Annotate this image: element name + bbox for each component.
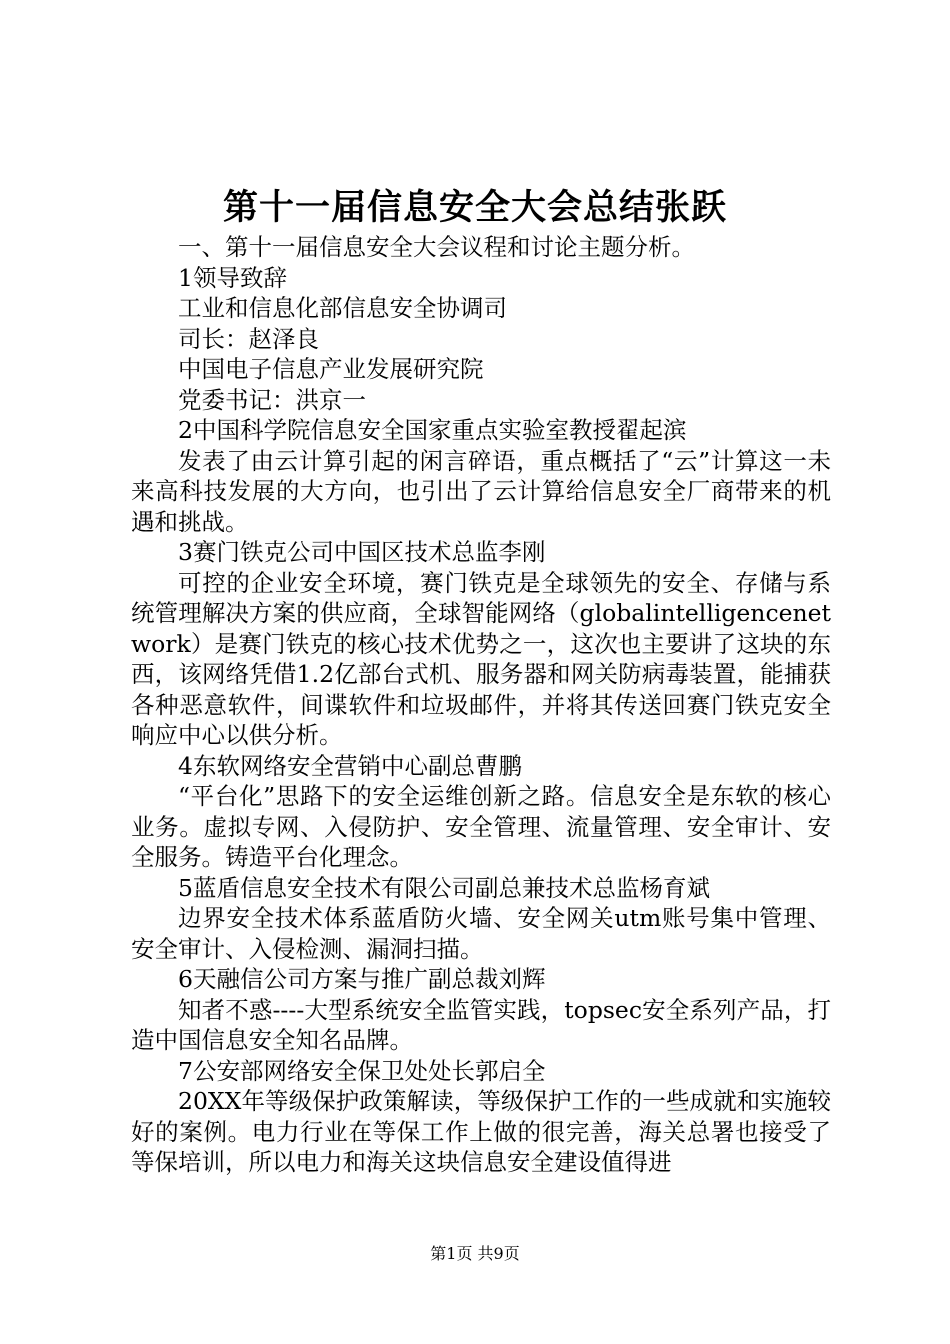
item-summary: 边界安全技术体系蓝盾防火墙、安全网关utm账号集中管理、安全审计、入侵检测、漏洞扫描。 [131, 904, 831, 963]
item-heading: 2中国科学院信息安全国家重点实验室教授翟起滨 [178, 416, 687, 444]
item-summary: 知者不惑----大型系统安全监管实践，topsec安全系列产品，打造中国信息安全知名品牌。 [131, 995, 831, 1054]
document-title: 第十一届信息安全大会总结张跃 [222, 188, 727, 228]
item-heading: 4东软网络安全营销中心副总曹鹏 [178, 751, 522, 780]
item-summary: 20XX年等级保护政策解读，等级保护工作的一些成就和实施较好的案例。电力行业在等保工作上做的很完善，海关总署也接受了等保培训，所以电力和海关这块信息安全建设值得进 [131, 1087, 831, 1176]
speaker-org: 中国电子信息产业发展研究院 [178, 355, 484, 383]
item-heading: 3赛门铁克公司中国区技术总监李刚 [178, 538, 546, 566]
speaker-org: 工业和信息化部信息安全协调司 [178, 294, 507, 322]
section-heading: 一、第十一届信息安全大会议程和讨论主题分析。 [178, 233, 695, 261]
document-body [131, 232, 831, 1178]
item-heading: 6天融信公司方案与推广副总裁刘辉 [178, 965, 546, 993]
item-summary: “平台化”思路下的安全运维创新之路。信息安全是东软的核心业务。虚拟专网、入侵防护、安全管理、流量管理、安全审计、安全服务。铸造平台化理念。 [131, 782, 831, 871]
item-heading: 7公安部网络安全保卫处处长郭启全 [178, 1056, 546, 1085]
speaker-title: 党委书记：洪京一 [178, 385, 366, 414]
item-summary: 可控的企业安全环境，赛门铁克是全球领先的安全、存储与系统管理解决方案的供应商，全球智能网络（globalintelligencenetwork）是赛门铁克的核心技术优势之一，这次也主要讲了这块的东西，该网络凭借1.2亿部台式机、服务器和网关防病毒装置，能捕获各种恶意软件，间谍软件和垃圾邮件，并将其传送回赛门铁克安全响应中心以供分析。 [131, 568, 831, 749]
page-footer: 第1页 共9页 [430, 1244, 520, 1263]
speaker-title: 司长：赵泽良 [178, 324, 319, 353]
item-summary: 发表了由云计算引起的闲言碎语，重点概括了“云”计算这一未来高科技发展的大方向，也引出了云计算给信息安全厂商带来的机遇和挑战。 [131, 446, 831, 536]
item-heading: 5蓝盾信息安全技术有限公司副总兼技术总监杨育斌 [178, 873, 710, 902]
item-heading: 1领导致辞 [178, 263, 287, 292]
